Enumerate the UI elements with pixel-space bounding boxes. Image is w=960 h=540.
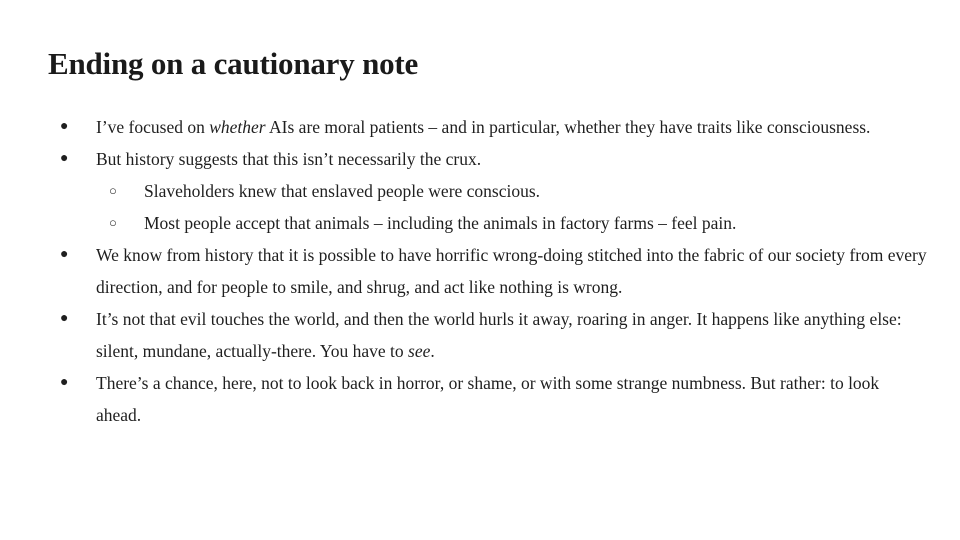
bullet-text: I’ve focused on bbox=[96, 117, 210, 137]
bullet-text: . bbox=[430, 341, 435, 361]
slide-title: Ending on a cautionary note bbox=[48, 46, 419, 81]
bullet-list bbox=[0, 111, 960, 431]
bullet-item bbox=[0, 111, 928, 143]
bullet-text: It’s not that evil touches the world, and then the world hurls it away, roaring in anger. It happens like anything else: silent, mundane, actually-there. You have to bbox=[96, 309, 902, 361]
bullet-item bbox=[0, 303, 928, 367]
emphasis-text: see bbox=[408, 341, 431, 361]
bullet-item bbox=[0, 239, 928, 303]
filled-bullet-icon: ● bbox=[60, 119, 69, 134]
sub-bullet-item bbox=[0, 175, 928, 207]
bullet-item bbox=[0, 143, 928, 175]
sub-bullet-item bbox=[0, 207, 928, 239]
bullet-item bbox=[0, 367, 928, 431]
bullet-text: There’s a chance, here, not to look back in horror, or shame, or with some strange numbness. But rather: to look ahead. bbox=[96, 373, 880, 425]
emphasis-text: whether bbox=[209, 117, 266, 137]
filled-bullet-icon: ● bbox=[60, 311, 69, 326]
bullet-text: But history suggests that this isn’t necessarily the crux. bbox=[96, 149, 482, 169]
bullet-text: AIs are moral patients – and in particular, whether they have traits like consciousness. bbox=[265, 117, 871, 137]
hollow-bullet-icon: ○ bbox=[109, 215, 117, 230]
hollow-bullet-icon: ○ bbox=[109, 183, 117, 198]
filled-bullet-icon: ● bbox=[60, 375, 69, 390]
bullet-text: Most people accept that animals – including the animals in factory farms – feel pain. bbox=[144, 213, 737, 233]
filled-bullet-icon: ● bbox=[60, 247, 69, 262]
bullet-text: Slaveholders knew that enslaved people were conscious. bbox=[144, 181, 541, 201]
filled-bullet-icon: ● bbox=[60, 151, 69, 166]
bullet-text: We know from history that it is possible to have horrific wrong-doing stitched into the fabric of our society from every direction, and for people to smile, and shrug, and act like nothing is wrong. bbox=[96, 245, 927, 297]
